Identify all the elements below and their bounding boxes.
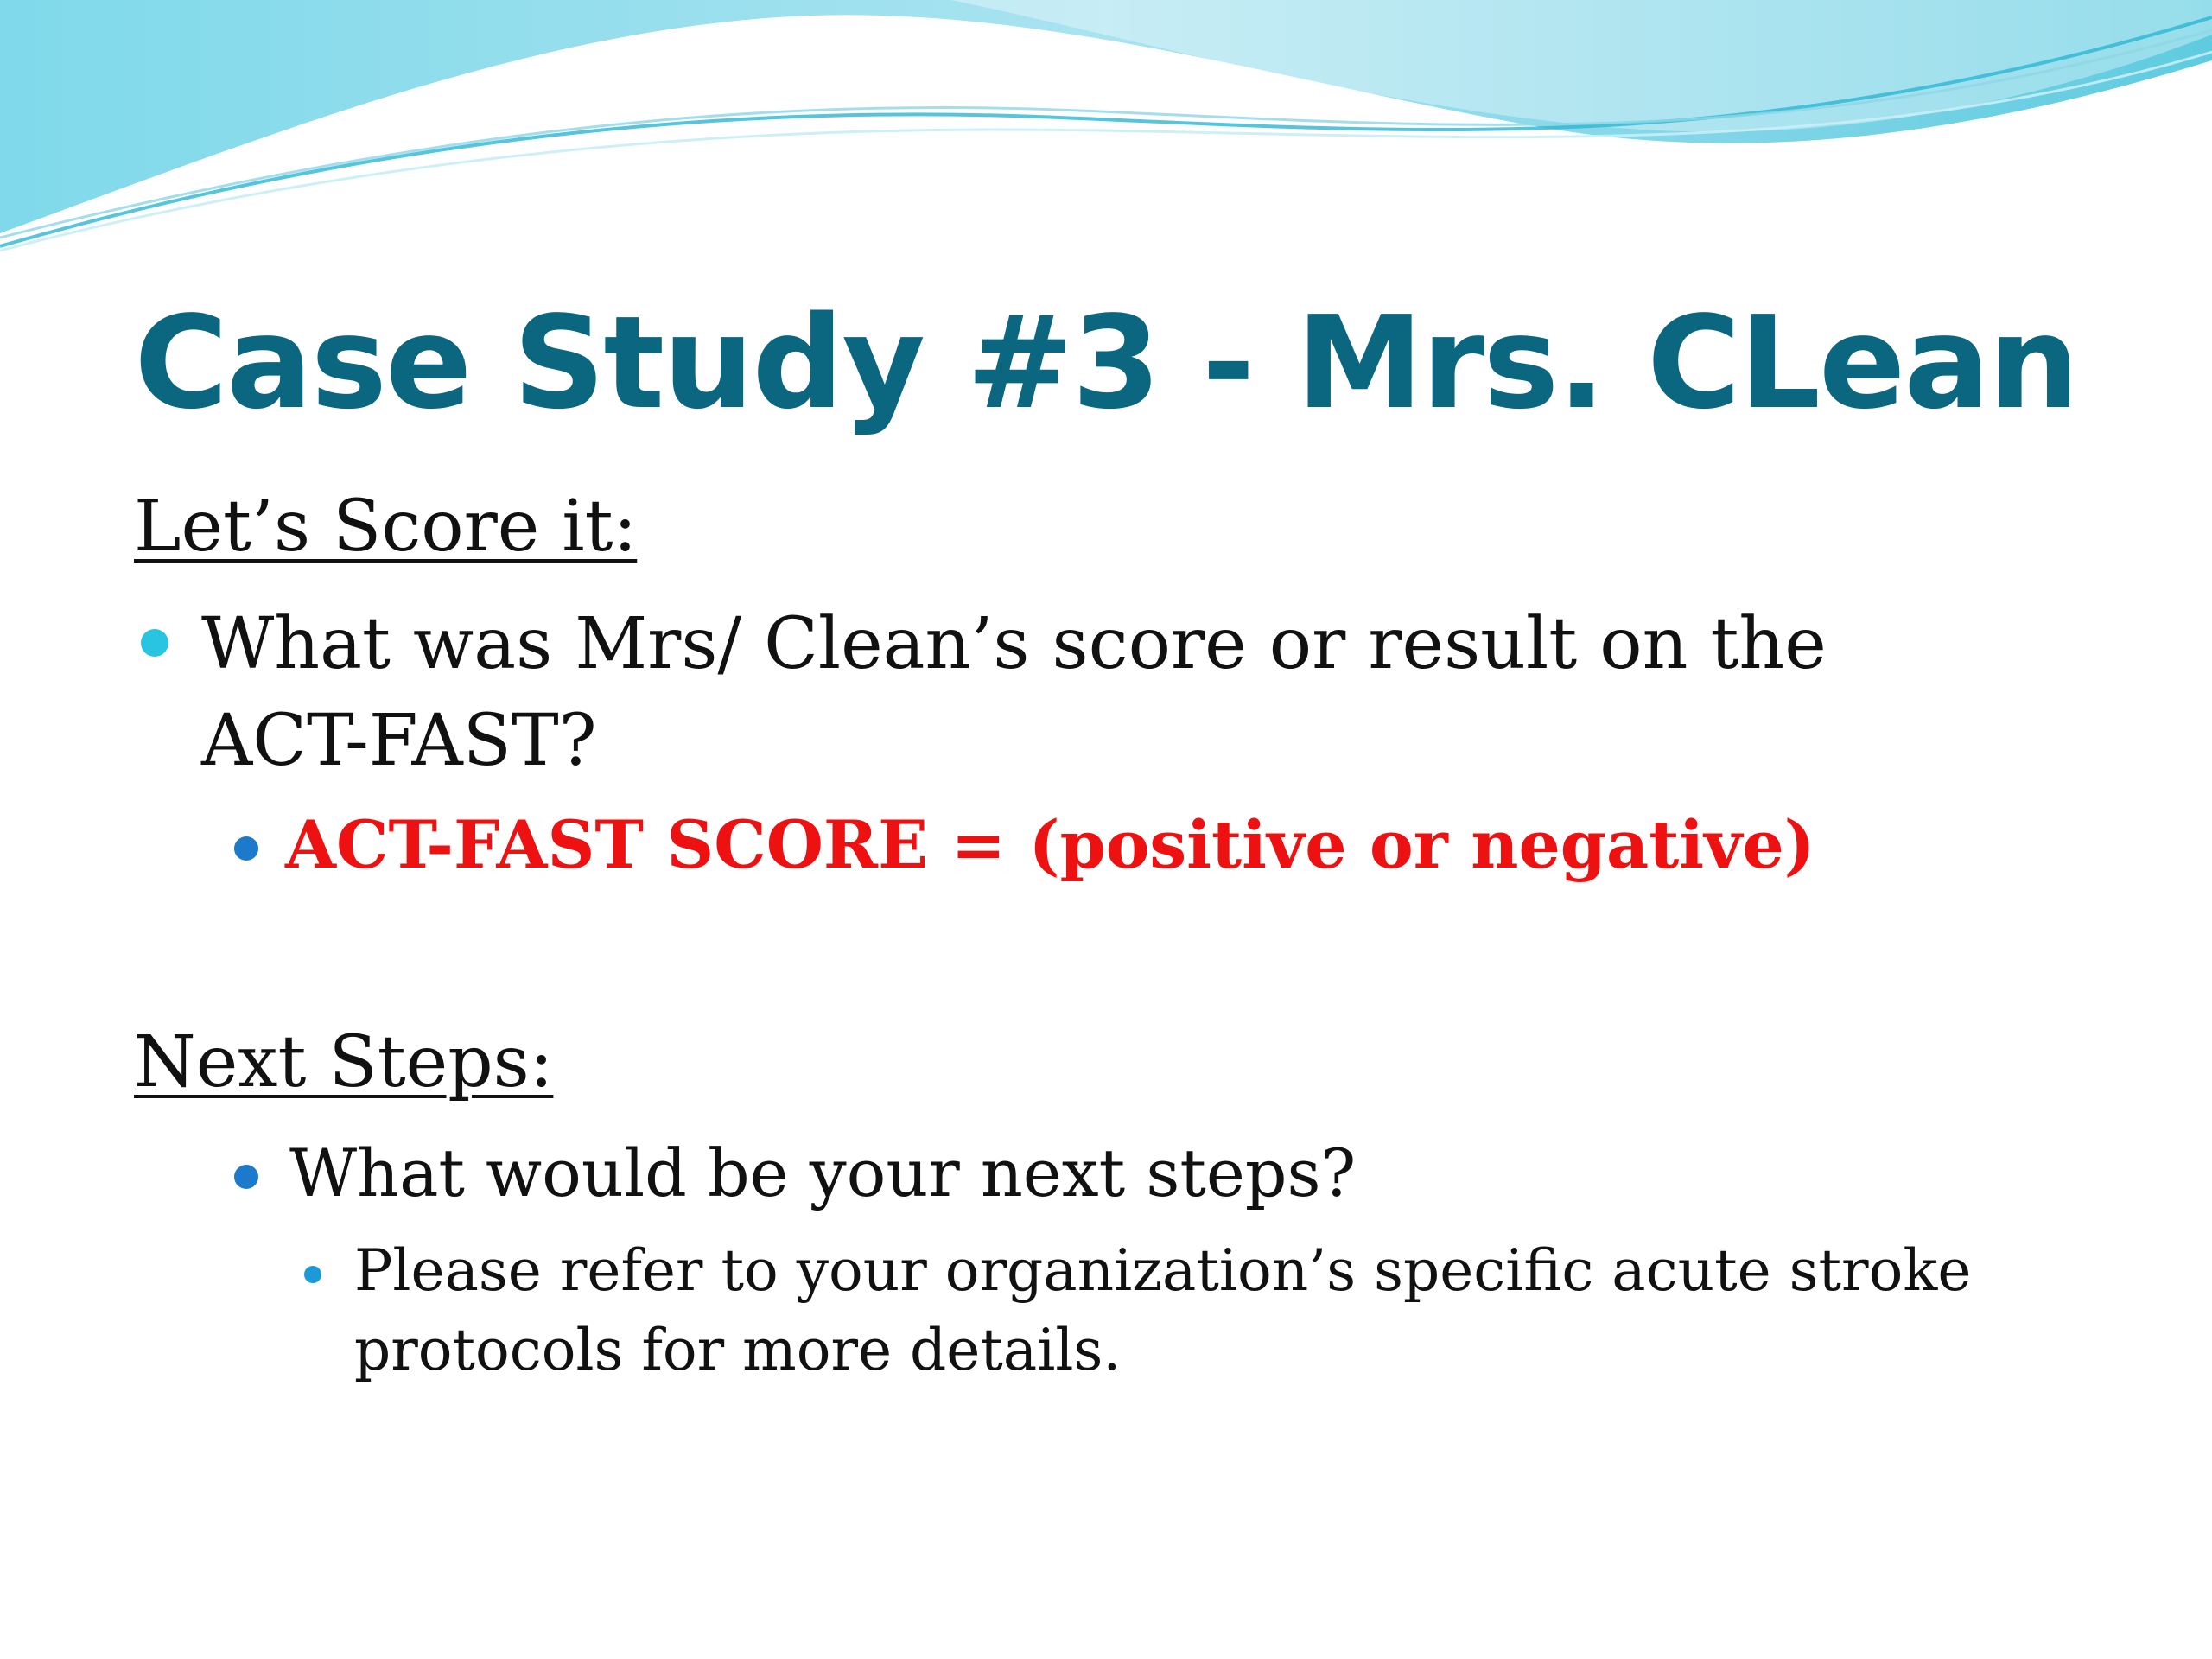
protocol-note: Please refer to your organization’s specific acute stroke protocols for more details.	[354, 1237, 1972, 1383]
question-score: What was Mrs/ Clean’s score or result on the ACT-FAST?	[201, 603, 1827, 782]
score-heading: Let’s Score it:	[134, 486, 638, 568]
bullet-icon	[304, 1266, 321, 1283]
question-next-steps: What would be your next steps?	[289, 1135, 1357, 1211]
score-result-line: ACT-FAST SCORE = (positive or negative)	[285, 806, 1815, 883]
bullet-icon	[234, 1165, 258, 1189]
bullet-icon	[234, 836, 258, 861]
bullet-icon	[141, 629, 168, 657]
wave-header-decoration	[0, 0, 2212, 259]
next-steps-heading: Next Steps:	[134, 1021, 554, 1103]
slide-title: Case Study #3 - Mrs. CLean	[134, 289, 2078, 437]
